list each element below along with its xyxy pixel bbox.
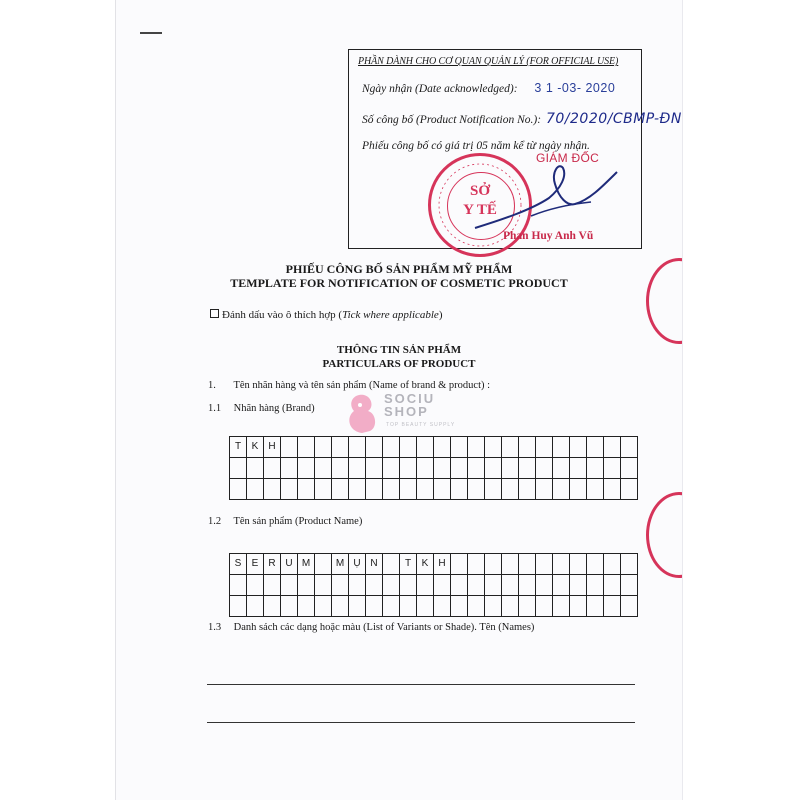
signature-icon [471, 158, 621, 238]
grid-cell [553, 554, 570, 575]
grid-cell [519, 554, 536, 575]
grid-cell [502, 437, 519, 458]
grid-cell [349, 437, 366, 458]
grid-cell [553, 458, 570, 479]
grid-cell [230, 479, 247, 500]
item-1 [208, 380, 490, 391]
grid-cell [383, 479, 400, 500]
grid-cell [332, 458, 349, 479]
grid-cell [451, 575, 468, 596]
grid-cell [281, 575, 298, 596]
grid-cell [570, 596, 587, 617]
grid-cell [485, 575, 502, 596]
grid-cell [417, 596, 434, 617]
grid-cell: S [230, 554, 247, 575]
names-line-2 [207, 722, 635, 723]
grid-cell [570, 479, 587, 500]
form-title-en: TEMPLATE FOR NOTIFICATION OF COSMETIC PRODUCT [230, 276, 568, 290]
item-1-1 [208, 403, 315, 414]
grid-cell [349, 575, 366, 596]
grid-cell [604, 458, 621, 479]
names-line-1 [207, 684, 635, 685]
brand-grid [229, 436, 638, 500]
grid-cell [230, 458, 247, 479]
grid-cell [349, 458, 366, 479]
grid-cell [315, 575, 332, 596]
grid-cell [434, 596, 451, 617]
grid-cell [230, 575, 247, 596]
grid-cell [383, 458, 400, 479]
grid-row [230, 458, 638, 479]
grid-cell [400, 479, 417, 500]
grid-cell [536, 554, 553, 575]
grid-cell [536, 596, 553, 617]
grid-cell [570, 575, 587, 596]
grid-cell [468, 479, 485, 500]
notification-number-label: Số công bố (Product Notification No.): [362, 114, 542, 126]
notification-number-row [362, 111, 682, 127]
grid-cell [536, 458, 553, 479]
grid-cell [366, 437, 383, 458]
item-1-1-text: Nhãn hàng (Brand) [233, 403, 315, 414]
grid-cell [570, 437, 587, 458]
grid-cell [281, 479, 298, 500]
signer-name: Phan Huy Anh Vũ [503, 230, 594, 242]
side-seal-bottom [646, 492, 683, 578]
grid-cell [502, 458, 519, 479]
grid-cell [315, 437, 332, 458]
grid-cell [485, 437, 502, 458]
item-1-3 [208, 622, 534, 633]
form-title-vi: PHIẾU CÔNG BỐ SẢN PHẨM MỸ PHẨM [285, 262, 513, 276]
grid-cell [366, 596, 383, 617]
checkbox-icon [210, 309, 219, 318]
grid-cell [247, 596, 264, 617]
grid-cell [298, 437, 315, 458]
grid-cell [604, 554, 621, 575]
grid-cell [383, 596, 400, 617]
grid-cell [519, 437, 536, 458]
grid-cell [587, 458, 604, 479]
grid-cell [332, 479, 349, 500]
grid-cell: M [298, 554, 315, 575]
grid-cell [553, 437, 570, 458]
grid-cell [281, 437, 298, 458]
item-1-1-number: 1.1 [208, 403, 222, 414]
grid-cell [587, 575, 604, 596]
grid-cell [553, 575, 570, 596]
item-1-2-number: 1.2 [208, 516, 222, 527]
grid-cell: K [247, 437, 264, 458]
tick-instruction [210, 309, 443, 321]
grid-cell [587, 596, 604, 617]
grid-cell [502, 554, 519, 575]
grid-cell [621, 596, 638, 617]
director-title: GIÁM ĐỐC [536, 151, 600, 165]
grid-cell [315, 596, 332, 617]
grid-cell [332, 437, 349, 458]
grid-cell [298, 575, 315, 596]
grid-cell [451, 596, 468, 617]
grid-cell [434, 437, 451, 458]
item-1-number: 1. [208, 380, 216, 391]
grid-cell [247, 458, 264, 479]
grid-cell [519, 479, 536, 500]
grid-cell: Ụ [349, 554, 366, 575]
watermark-line2: SHOP [384, 404, 429, 419]
item-1-2 [208, 516, 362, 527]
notification-number-value: 70/2020/CBMP-ĐN [545, 111, 682, 127]
grid-cell [349, 596, 366, 617]
tick-instruction-vi: Đánh dấu vào ô thích hợp ( [222, 309, 343, 321]
grid-cell [502, 575, 519, 596]
grid-cell [366, 479, 383, 500]
grid-cell [468, 596, 485, 617]
grid-cell [264, 575, 281, 596]
grid-cell [502, 479, 519, 500]
item-1-2-text: Tên sản phẩm (Product Name) [233, 516, 363, 527]
grid-cell: T [400, 554, 417, 575]
grid-cell [400, 575, 417, 596]
grid-cell [434, 458, 451, 479]
grid-cell [383, 437, 400, 458]
grid-cell [383, 575, 400, 596]
grid-cell [264, 596, 281, 617]
section-title-vi: THÔNG TIN SẢN PHẨM [336, 344, 462, 356]
watermark-name [384, 392, 435, 418]
grid-cell [451, 479, 468, 500]
grid-cell [485, 479, 502, 500]
grid-cell [485, 596, 502, 617]
grid-cell [230, 596, 247, 617]
grid-cell [604, 437, 621, 458]
tick-instruction-en: Tick where applicable [342, 309, 439, 321]
grid-cell [587, 479, 604, 500]
validity-note: Phiếu công bố có giá trị 05 năm kể từ ngày nhận. [362, 140, 590, 152]
grid-cell [281, 596, 298, 617]
grid-cell [468, 437, 485, 458]
grid-cell: U [281, 554, 298, 575]
grid-cell: H [264, 437, 281, 458]
corner-mark [140, 32, 162, 34]
grid-cell [417, 458, 434, 479]
seal-text-top: SỞ [469, 183, 490, 199]
item-1-3-text: Danh sách các dạng hoặc màu (List of Variants or Shade). Tên (Names) [233, 622, 535, 633]
grid-cell [451, 437, 468, 458]
grid-row [230, 596, 638, 617]
squirrel-logo-icon [342, 391, 382, 435]
grid-cell [519, 596, 536, 617]
grid-cell [621, 458, 638, 479]
grid-cell [315, 479, 332, 500]
grid-cell: T [230, 437, 247, 458]
grid-cell [366, 458, 383, 479]
grid-cell [468, 575, 485, 596]
grid-cell [332, 596, 349, 617]
grid-cell: H [434, 554, 451, 575]
grid-cell [400, 437, 417, 458]
grid-cell [298, 458, 315, 479]
grid-cell [383, 554, 400, 575]
grid-cell [298, 479, 315, 500]
product-name-grid [229, 553, 638, 617]
watermark-tagline: TOP BEAUTY SUPPLY [386, 422, 456, 428]
date-acknowledged-row [362, 81, 615, 95]
grid-cell [536, 437, 553, 458]
grid-cell: M [332, 554, 349, 575]
grid-cell [519, 575, 536, 596]
grid-cell [332, 575, 349, 596]
grid-cell [519, 458, 536, 479]
grid-cell [621, 479, 638, 500]
grid-cell [536, 575, 553, 596]
tick-instruction-close: ) [438, 309, 443, 321]
seal-text-bottom: Y TẾ [463, 202, 497, 218]
grid-cell [570, 554, 587, 575]
grid-cell [264, 458, 281, 479]
grid-cell [400, 458, 417, 479]
grid-cell [604, 575, 621, 596]
grid-cell [451, 458, 468, 479]
grid-cell [434, 479, 451, 500]
grid-cell [570, 458, 587, 479]
grid-cell [621, 575, 638, 596]
official-use-box [348, 49, 682, 249]
grid-cell [264, 479, 281, 500]
grid-cell [417, 575, 434, 596]
grid-cell [587, 437, 604, 458]
date-acknowledged-label: Ngày nhận (Date acknowledged): [362, 83, 518, 95]
grid-row [230, 575, 638, 596]
item-1-3-number: 1.3 [208, 622, 222, 633]
item-1-text: Tên nhãn hàng và tên sản phẩm (Name of brand & product) : [233, 380, 491, 391]
grid-cell [485, 554, 502, 575]
grid-row [230, 479, 638, 500]
grid-cell [553, 596, 570, 617]
grid-row [230, 437, 638, 458]
grid-cell [315, 458, 332, 479]
grid-cell [587, 554, 604, 575]
grid-cell [298, 596, 315, 617]
grid-cell [621, 437, 638, 458]
grid-cell: K [417, 554, 434, 575]
grid-cell [621, 554, 638, 575]
grid-cell: E [247, 554, 264, 575]
grid-cell [349, 479, 366, 500]
grid-cell [485, 458, 502, 479]
grid-cell [366, 575, 383, 596]
grid-cell [417, 479, 434, 500]
grid-row [230, 554, 638, 575]
grid-cell [468, 458, 485, 479]
official-use-header: PHẦN DÀNH CHO CƠ QUAN QUẢN LÝ (FOR OFFICIAL USE) [358, 56, 619, 67]
section-title-en: PARTICULARS OF PRODUCT [322, 358, 476, 370]
grid-cell [502, 596, 519, 617]
grid-cell [247, 575, 264, 596]
grid-cell [451, 554, 468, 575]
grid-cell: N [366, 554, 383, 575]
grid-cell [604, 596, 621, 617]
grid-cell [604, 479, 621, 500]
date-acknowledged-value: 3 1 -03- 2020 [534, 81, 616, 95]
grid-cell [553, 479, 570, 500]
document-page [115, 0, 683, 800]
grid-cell [536, 479, 553, 500]
grid-cell [468, 554, 485, 575]
grid-cell [281, 458, 298, 479]
grid-cell: R [264, 554, 281, 575]
grid-cell [434, 575, 451, 596]
grid-cell [247, 479, 264, 500]
grid-cell [417, 437, 434, 458]
shop-watermark [342, 391, 512, 435]
grid-cell [315, 554, 332, 575]
watermark-line1: SOCIU [384, 391, 436, 406]
grid-cell [400, 596, 417, 617]
